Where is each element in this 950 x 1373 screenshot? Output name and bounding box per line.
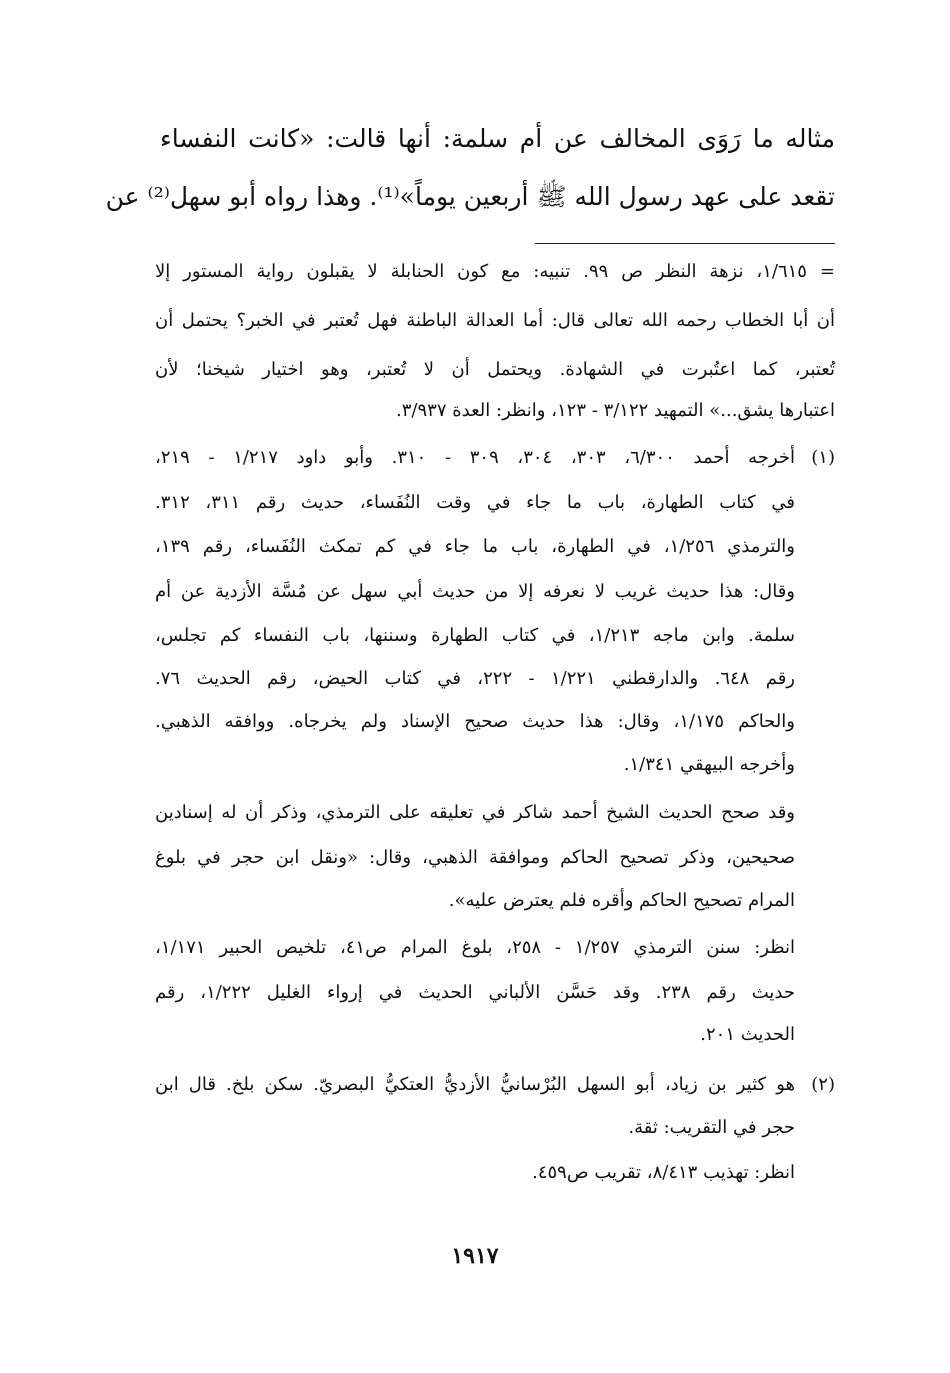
footnote-continuation-line: = ١/٦١٥، نزهة النظر ص ٩٩. تنبيه: مع كون الحنابلة لا يقبلون رواية المستور إلا (155, 261, 835, 282)
footnote-continuation-line: تُعتبر، كما اعتُبرت في الشهادة. ويحتمل أن لا تُعتبر، وهو اختيار شيخنا؛ لأن (155, 359, 835, 380)
footnote-continuation-line: أن أبا الخطاب رحمه الله تعالى قال: أما العدالة الباطنة فهل تُعتبر في الخبر؟ يحتمل أن (155, 310, 835, 331)
footnote-1-number: (١) (811, 447, 835, 468)
footnote-1-line: والحاكم ١/١٧٥، وقال: هذا حديث صحيح الإسناد ولم يخرجاه. ووافقه الذهبي. (155, 711, 795, 732)
footnote-2-line: هو كثير بن زياد، أبو السهل البُرْسانيُّ الأزديُّ العتكيُّ البصريّ. سكن بلخ. قال ابن (155, 1074, 795, 1095)
footnote-1-line: سلمة. وابن ماجه ١/٢١٣، في كتاب الطهارة وسننها، باب النفساء كم تجلس، (155, 625, 795, 646)
footnote-1-paragraph-2-line: صحيحين، وذكر تصحيح الحاكم وموافقة الذهبي، وقال: «ونقل ابن حجر في بلوغ (155, 847, 795, 868)
footnote-1-paragraph-2-line: وقد صحح الحديث الشيخ أحمد شاكر في تعليقه على الترمذي، وذكر أن له إسنادين (155, 802, 795, 823)
footnote-1-line: رقم ٦٤٨. والدارقطني ١/٢٢١ - ٢٢٢، في كتاب الحيض، رقم الحديث ٧٦. (155, 668, 795, 689)
footnote-1-paragraph-3-line: حديث رقم ٢٣٨. وقد حَسَّن الألباني الحديث في إرواء الغليل ١/٢٢٢، رقم (155, 982, 795, 1003)
footnote-2-line: حجر في التقريب: ثقة. (628, 1117, 795, 1138)
footnote-2-number: (٢) (811, 1074, 835, 1095)
footnote-1-paragraph-3-line: انظر: سنن الترمذي ١/٢٥٧ - ٢٥٨، بلوغ المرام ص٤١، تلخيص الحبير ١/١٧١، (155, 937, 795, 958)
main-text-line: مثاله ما رَوَى المخالف عن أم سلمة: أنها قالت: «كانت النفساء (160, 124, 835, 153)
main-text-line: تقعد على عهد رسول الله ﷺ أربعين يوماً»⁽¹⁾. وهذا رواه أبو سهل⁽²⁾ عن (105, 182, 835, 211)
main-text (105, 110, 835, 226)
footnote-1-line: وقال: هذا حديث غريب لا نعرفه إلا من حديث أبي سهل عن مُسَّة الأزدية عن أم (155, 581, 795, 602)
footnote-continuation-line: اعتبارها يشق...» التمهيد ٣/١٢٢ - ١٢٣، وانظر: العدة ٣/٩٣٧. (396, 400, 835, 421)
footnote-2-paragraph-2-line: انظر: تهذيب ٨/٤١٣، تقريب ص٤٥٩. (532, 1162, 795, 1183)
page-number: ١٩١٧ (451, 1243, 499, 1269)
footnote-1-line: وأخرجه البيهقي ١/٣٤١. (623, 754, 795, 775)
footnote-separator (535, 243, 835, 244)
footnote-1-paragraph-3-line: الحديث ٢٠١. (700, 1024, 795, 1045)
footnote-1-paragraph-2-line: المرام تصحيح الحاكم وأقره فلم يعترض عليه». (448, 890, 795, 911)
footnote-1-line: في كتاب الطهارة، باب ما جاء في وقت النُفَساء، حديث رقم ٣١١، ٣١٢. (155, 492, 795, 513)
footnote-1-line: أخرجه أحمد ٦/٣٠٠، ٣٠٣، ٣٠٤، ٣٠٩ - ٣١٠. وأبو داود ١/٢١٧ - ٢١٩، (155, 447, 795, 468)
footnote-1-line: والترمذي ١/٢٥٦، في الطهارة، باب ما جاء في كم تمكث النُفَساء، رقم ١٣٩، (155, 536, 795, 557)
